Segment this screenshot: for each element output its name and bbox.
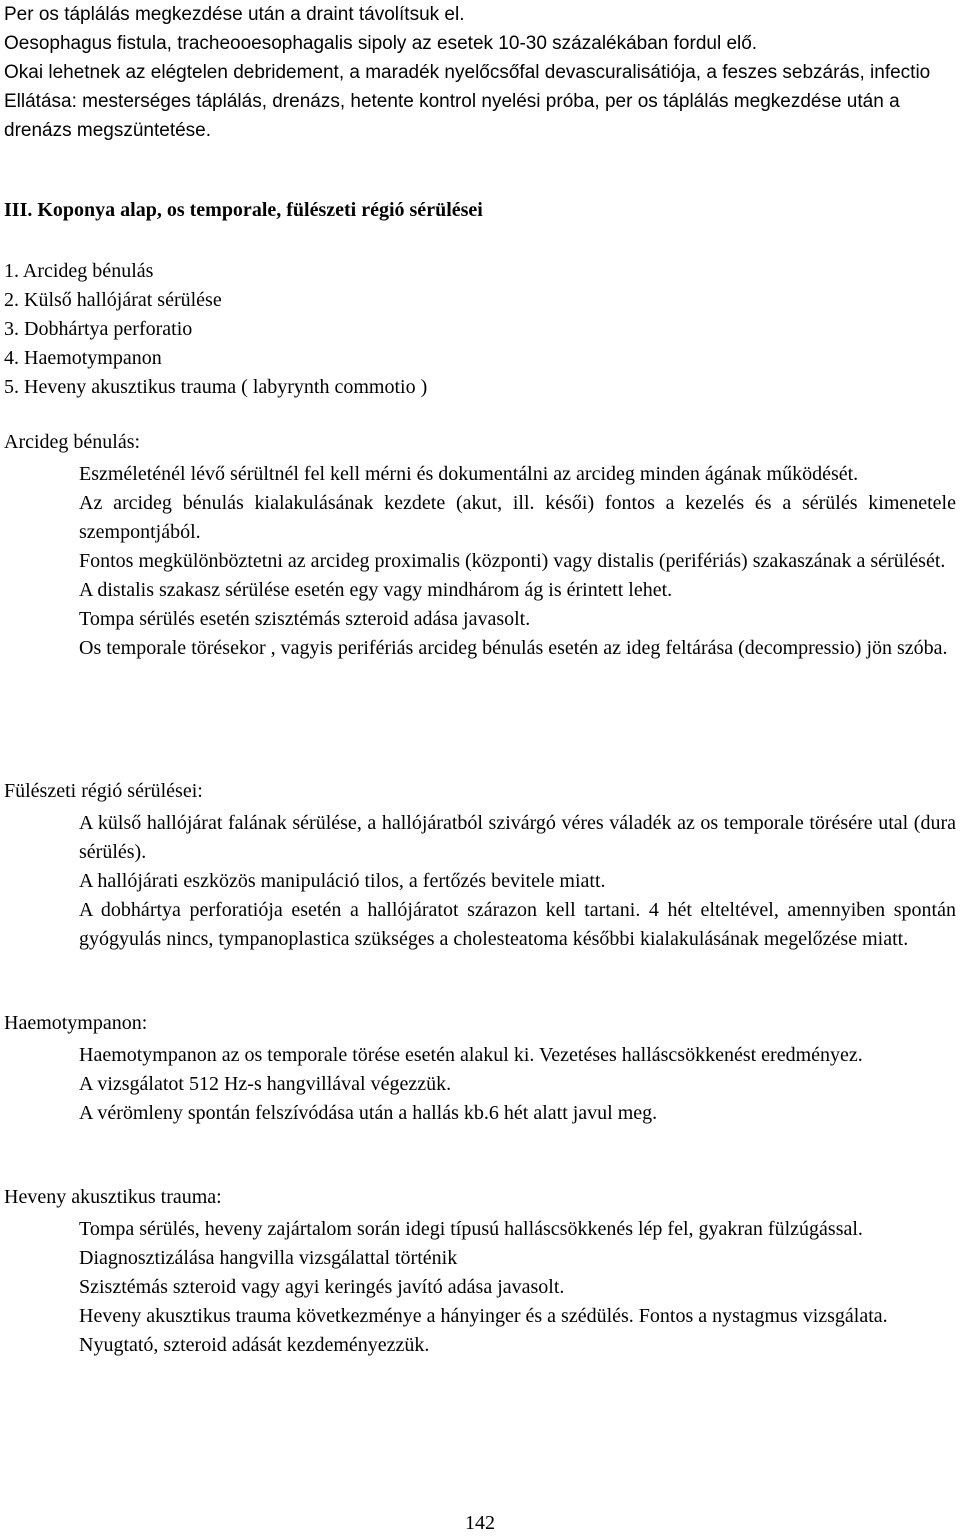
heveny-body [79, 1215, 956, 1360]
paragraph: Tompa sérülés esetén szisztémás szteroid adása javasolt. [79, 608, 531, 630]
paragraph: Os temporale törésekor , vagyis perifériás arcideg bénulás esetén az ideg feltárása (decompressio) jön szóba. [79, 637, 948, 659]
paragraph: A vérömleny spontán felszívódása után a hallás kb.6 hét alatt javul meg. [79, 1102, 658, 1124]
haemotympanon-body [79, 1041, 956, 1128]
paragraph: Diagnosztizálása hangvilla vizsgálattal történik [79, 1247, 458, 1269]
numbered-list [4, 257, 427, 402]
paragraph: Eszméleténél lévő sérültnél fel kell mérni és dokumentálni az arcideg minden ágának működését. [79, 463, 859, 485]
paragraph: Az arcideg bénulás kialakulásának kezdete (akut, ill. késői) fontos a kezelés és a sérülés kimenetele szempontjából. [79, 492, 956, 543]
paragraph: Tompa sérülés, heveny zajártalom során idegi típusú halláscsökkenés lép fel, gyakran fülzúgással. [79, 1218, 863, 1240]
intro-line: Oesophagus fistula, tracheooesophagalis sipoly az esetek 10-30 százalékában fordul elő. [4, 33, 758, 54]
page-number: 142 [465, 1512, 495, 1534]
paragraph: A külső hallójárat falának sérülése, a hallójáratból szivárgó véres váladék az os temporale törésére utal (dura sérülés). [79, 812, 956, 863]
arcideg-body [79, 460, 956, 663]
paragraph: A dobhártya perforatiója esetén a hallójáratot szárazon kell tartani. 4 hét elteltével, amennyiben spontán gyógyulás nincs, tympanoplastica szükséges a cholesteatoma későbbi kialakulásának megelőzése miatt. [79, 899, 956, 950]
list-item: 3. Dobhártya perforatio [4, 318, 193, 340]
paragraph: A hallójárati eszközös manipuláció tilos, a fertőzés bevitele miatt. [79, 870, 606, 892]
paragraph: Haemotympanon az os temporale törése esetén alakul ki. Vezetéses halláscsökkenést eredményez. [79, 1044, 863, 1066]
paragraph: A distalis szakasz sérülése esetén egy vagy mindhárom ág is érintett lehet. [79, 579, 673, 601]
paragraph: Nyugtató, szteroid adását kezdeményezzük. [79, 1334, 430, 1356]
intro-line: Ellátása: mesterséges táplálás, drenázs, hetente kontrol nyelési próba, per os táplálás megkezdése után a drenázs megszüntetése. [4, 91, 900, 141]
section-label: Arcideg bénulás: [4, 431, 141, 453]
intro-block [4, 0, 956, 145]
list-item: 2. Külső hallójárat sérülése [4, 289, 222, 311]
paragraph: Fontos megkülönböztetni az arcideg proximalis (központi) vagy distalis (perifériás) szakaszának a sérülését. [79, 550, 946, 572]
intro-line: Okai lehetnek az elégtelen debridement, a maradék nyelőcsőfal devascuralisátiója, a feszes sebzárás, infectio [4, 62, 931, 83]
list-item: 4. Haemotympanon [4, 347, 162, 369]
section-label: Fülészeti régió sérülései: [4, 780, 203, 802]
intro-line: Per os táplálás megkezdése után a draint távolítsuk el. [4, 4, 465, 25]
paragraph: Szisztémás szteroid vagy agyi keringés javító adása javasolt. [79, 1276, 565, 1298]
paragraph: A vizsgálatot 512 Hz-s hangvillával végezzük. [79, 1073, 452, 1095]
fuleszeti-body [79, 809, 956, 954]
list-item: 5. Heveny akusztikus trauma ( labyrynth commotio ) [4, 376, 428, 398]
section-label: Heveny akusztikus trauma: [4, 1186, 222, 1208]
list-item: 1. Arcideg bénulás [4, 260, 154, 282]
section-label: Haemotympanon: [4, 1012, 148, 1034]
section-heading: III. Koponya alap, os temporale, fülészeti régió sérülései [4, 199, 483, 221]
paragraph: Heveny akusztikus trauma következménye a hányinger és a szédülés. Fontos a nystagmus vizsgálata. [79, 1305, 888, 1327]
